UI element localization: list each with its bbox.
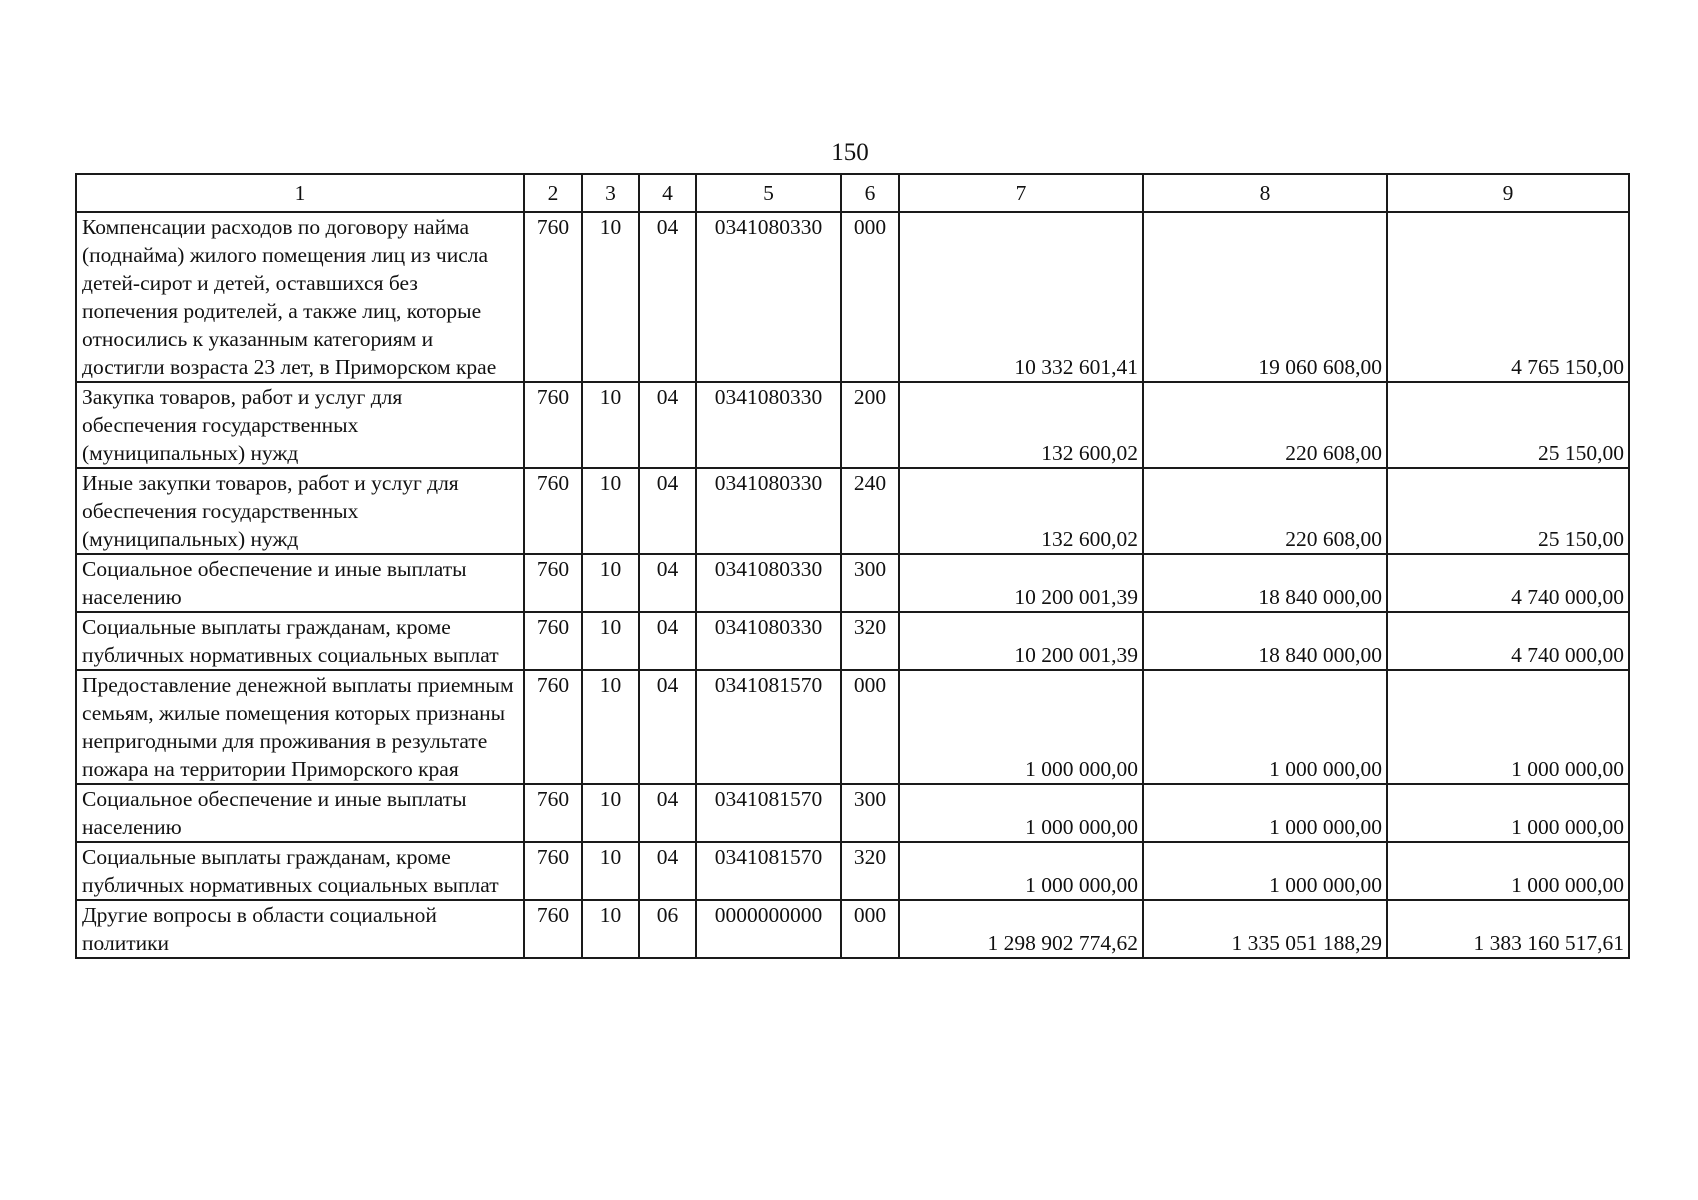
subsection-code-cell: 04 (639, 784, 696, 842)
expense-type-cell: 200 (841, 382, 899, 468)
amount-col8-cell: 1 335 051 188,29 (1143, 900, 1387, 958)
subsection-code-cell: 04 (639, 842, 696, 900)
subsection-code-cell: 04 (639, 212, 696, 382)
row-name-cell: Социальное обеспечение и иные выплаты населению (76, 784, 524, 842)
target-article-cell: 0000000000 (696, 900, 841, 958)
amount-col8-cell: 18 840 000,00 (1143, 612, 1387, 670)
row-name-cell: Иные закупки товаров, работ и услуг для обеспечения государственных (муниципальных) нужд (76, 468, 524, 554)
amount-col9-cell: 25 150,00 (1387, 382, 1629, 468)
amount-col9-cell: 1 383 160 517,61 (1387, 900, 1629, 958)
expense-type-cell: 320 (841, 842, 899, 900)
table-row (76, 554, 1629, 612)
gr-code-cell: 760 (524, 842, 582, 900)
gr-code-cell: 760 (524, 554, 582, 612)
table-header-row (76, 174, 1629, 212)
column-header-8: 8 (1143, 174, 1387, 212)
subsection-code-cell: 04 (639, 468, 696, 554)
amount-col9-cell: 1 000 000,00 (1387, 670, 1629, 784)
amount-col7-cell: 1 000 000,00 (899, 842, 1143, 900)
subsection-code-cell: 06 (639, 900, 696, 958)
column-header-7: 7 (899, 174, 1143, 212)
budget-table (75, 173, 1630, 959)
subsection-code-cell: 04 (639, 612, 696, 670)
table-row (76, 468, 1629, 554)
target-article-cell: 0341080330 (696, 468, 841, 554)
gr-code-cell: 760 (524, 670, 582, 784)
section-code-cell: 10 (582, 784, 639, 842)
table-row (76, 670, 1629, 784)
target-article-cell: 0341080330 (696, 382, 841, 468)
subsection-code-cell: 04 (639, 670, 696, 784)
row-name-cell: Компенсации расходов по договору найма (поднайма) жилого помещения лиц из числа детей-сирот и детей, оставшихся без попечения родителей, а также лиц, которые относились к указанным категориям и достигли возраста 23 лет, в Приморском крае (76, 212, 524, 382)
table-row (76, 212, 1629, 382)
gr-code-cell: 760 (524, 382, 582, 468)
expense-type-cell: 320 (841, 612, 899, 670)
column-header-2: 2 (524, 174, 582, 212)
amount-col8-cell: 1 000 000,00 (1143, 670, 1387, 784)
subsection-code-cell: 04 (639, 382, 696, 468)
column-header-3: 3 (582, 174, 639, 212)
amount-col9-cell: 4 765 150,00 (1387, 212, 1629, 382)
expense-type-cell: 000 (841, 900, 899, 958)
section-code-cell: 10 (582, 612, 639, 670)
column-header-6: 6 (841, 174, 899, 212)
row-name-cell: Социальные выплаты гражданам, кроме публичных нормативных социальных выплат (76, 612, 524, 670)
amount-col7-cell: 132 600,02 (899, 468, 1143, 554)
column-header-9: 9 (1387, 174, 1629, 212)
table-row (76, 612, 1629, 670)
expense-type-cell: 000 (841, 670, 899, 784)
amount-col9-cell: 25 150,00 (1387, 468, 1629, 554)
column-header-5: 5 (696, 174, 841, 212)
row-name-cell: Социальные выплаты гражданам, кроме публичных нормативных социальных выплат (76, 842, 524, 900)
subsection-code-cell: 04 (639, 554, 696, 612)
row-name-cell: Другие вопросы в области социальной политики (76, 900, 524, 958)
section-code-cell: 10 (582, 554, 639, 612)
section-code-cell: 10 (582, 670, 639, 784)
amount-col8-cell: 220 608,00 (1143, 468, 1387, 554)
amount-col9-cell: 1 000 000,00 (1387, 842, 1629, 900)
gr-code-cell: 760 (524, 212, 582, 382)
column-header-1: 1 (76, 174, 524, 212)
amount-col8-cell: 19 060 608,00 (1143, 212, 1387, 382)
amount-col7-cell: 1 298 902 774,62 (899, 900, 1143, 958)
row-name-cell: Социальное обеспечение и иные выплаты населению (76, 554, 524, 612)
expense-type-cell: 300 (841, 784, 899, 842)
amount-col7-cell: 1 000 000,00 (899, 784, 1143, 842)
amount-col7-cell: 10 200 001,39 (899, 554, 1143, 612)
gr-code-cell: 760 (524, 784, 582, 842)
target-article-cell: 0341081570 (696, 784, 841, 842)
target-article-cell: 0341080330 (696, 612, 841, 670)
gr-code-cell: 760 (524, 468, 582, 554)
section-code-cell: 10 (582, 468, 639, 554)
target-article-cell: 0341081570 (696, 842, 841, 900)
expense-type-cell: 000 (841, 212, 899, 382)
amount-col8-cell: 1 000 000,00 (1143, 784, 1387, 842)
amount-col8-cell: 220 608,00 (1143, 382, 1387, 468)
table-row (76, 900, 1629, 958)
expense-type-cell: 240 (841, 468, 899, 554)
expense-type-cell: 300 (841, 554, 899, 612)
table-row (76, 842, 1629, 900)
target-article-cell: 0341080330 (696, 554, 841, 612)
amount-col7-cell: 10 332 601,41 (899, 212, 1143, 382)
gr-code-cell: 760 (524, 900, 582, 958)
amount-col8-cell: 1 000 000,00 (1143, 842, 1387, 900)
amount-col9-cell: 4 740 000,00 (1387, 554, 1629, 612)
row-name-cell: Предоставление денежной выплаты приемным семьям, жилые помещения которых признаны непригодными для проживания в результате пожара на территории Приморского края (76, 670, 524, 784)
row-name-cell: Закупка товаров, работ и услуг для обеспечения государственных (муниципальных) нужд (76, 382, 524, 468)
section-code-cell: 10 (582, 900, 639, 958)
amount-col7-cell: 132 600,02 (899, 382, 1143, 468)
amount-col9-cell: 1 000 000,00 (1387, 784, 1629, 842)
section-code-cell: 10 (582, 842, 639, 900)
table-row (76, 382, 1629, 468)
section-code-cell: 10 (582, 212, 639, 382)
gr-code-cell: 760 (524, 612, 582, 670)
target-article-cell: 0341080330 (696, 212, 841, 382)
column-header-4: 4 (639, 174, 696, 212)
page-number: 150 (831, 139, 869, 166)
table-row (76, 784, 1629, 842)
amount-col9-cell: 4 740 000,00 (1387, 612, 1629, 670)
target-article-cell: 0341081570 (696, 670, 841, 784)
amount-col7-cell: 1 000 000,00 (899, 670, 1143, 784)
amount-col7-cell: 10 200 001,39 (899, 612, 1143, 670)
amount-col8-cell: 18 840 000,00 (1143, 554, 1387, 612)
section-code-cell: 10 (582, 382, 639, 468)
